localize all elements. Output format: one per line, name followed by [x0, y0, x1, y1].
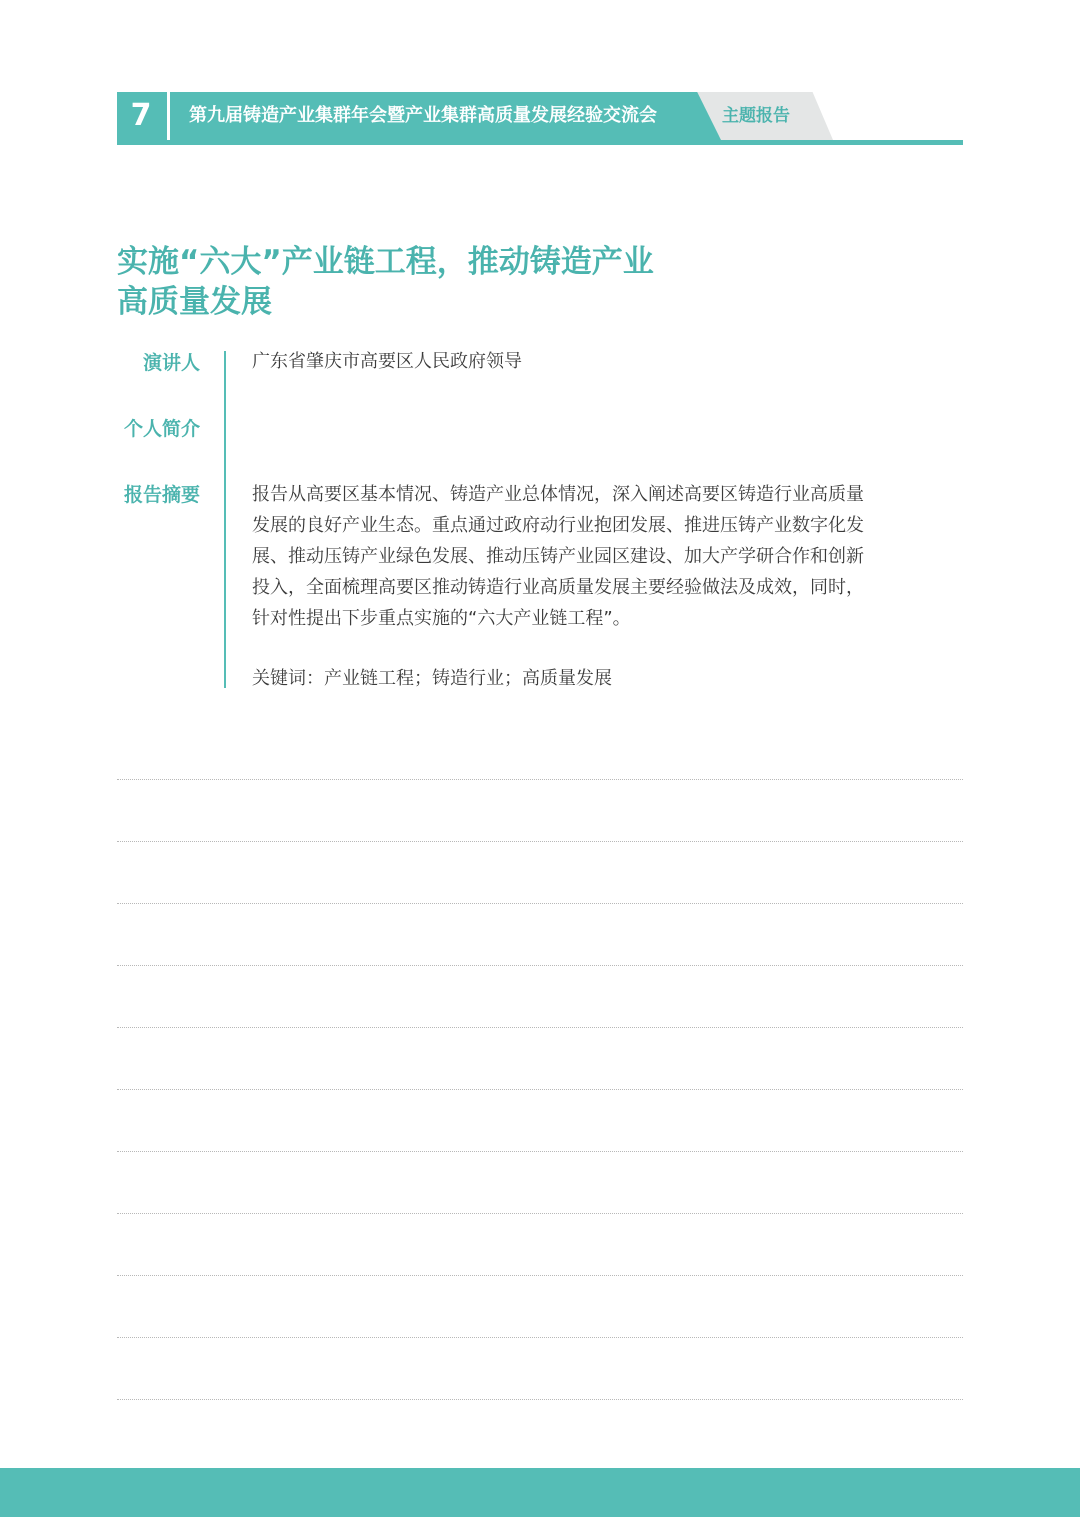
report-title-line-1: 实施“六大”产业链工程，推动铸造产业 [117, 244, 654, 280]
profile-label: 个人简介 [123, 418, 200, 440]
note-line [117, 779, 963, 780]
report-title-line-2: 高质量发展 [117, 284, 272, 320]
header-separator [167, 92, 170, 140]
note-line [117, 1337, 963, 1338]
speaker-label: 演讲人 [142, 352, 200, 374]
note-line [117, 1213, 963, 1214]
report-title [117, 242, 757, 322]
keywords: 关键词：产业链工程；铸造行业；高质量发展 [252, 668, 612, 689]
abstract-line: 展、推动压铸产业绿色发展、推动压铸产业园区建设、加大产学研合作和创新 [252, 546, 864, 567]
note-line [117, 965, 963, 966]
note-line [117, 1027, 963, 1028]
abstract-text [252, 479, 964, 634]
conference-title: 第九届铸造产业集群年会暨产业集群高质量发展经验交流会 [189, 105, 657, 126]
header-rule [117, 140, 963, 145]
section-tab-label: 主题报告 [722, 106, 790, 126]
speaker-value: 广东省肇庆市高要区人民政府领导 [252, 351, 522, 372]
note-line [117, 1275, 963, 1276]
footer-bar [0, 1468, 1080, 1517]
abstract-label: 报告摘要 [123, 484, 200, 506]
note-line [117, 1151, 963, 1152]
info-divider [224, 351, 226, 688]
note-line [117, 841, 963, 842]
note-line [117, 1399, 963, 1400]
abstract-line: 针对性提出下步重点实施的“六大产业链工程”。 [252, 608, 631, 629]
note-line [117, 1089, 963, 1090]
abstract-line: 投入，全面梳理高要区推动铸造行业高质量发展主要经验做法及成效，同时， [252, 577, 864, 598]
page-number: 7 [130, 98, 152, 133]
abstract-line: 发展的良好产业生态。重点通过政府动行业抱团发展、推进压铸产业数字化发 [252, 515, 864, 536]
page-header [117, 92, 963, 146]
note-line [117, 903, 963, 904]
abstract-line: 报告从高要区基本情况、铸造产业总体情况，深入阐述高要区铸造行业高质量 [252, 484, 864, 505]
